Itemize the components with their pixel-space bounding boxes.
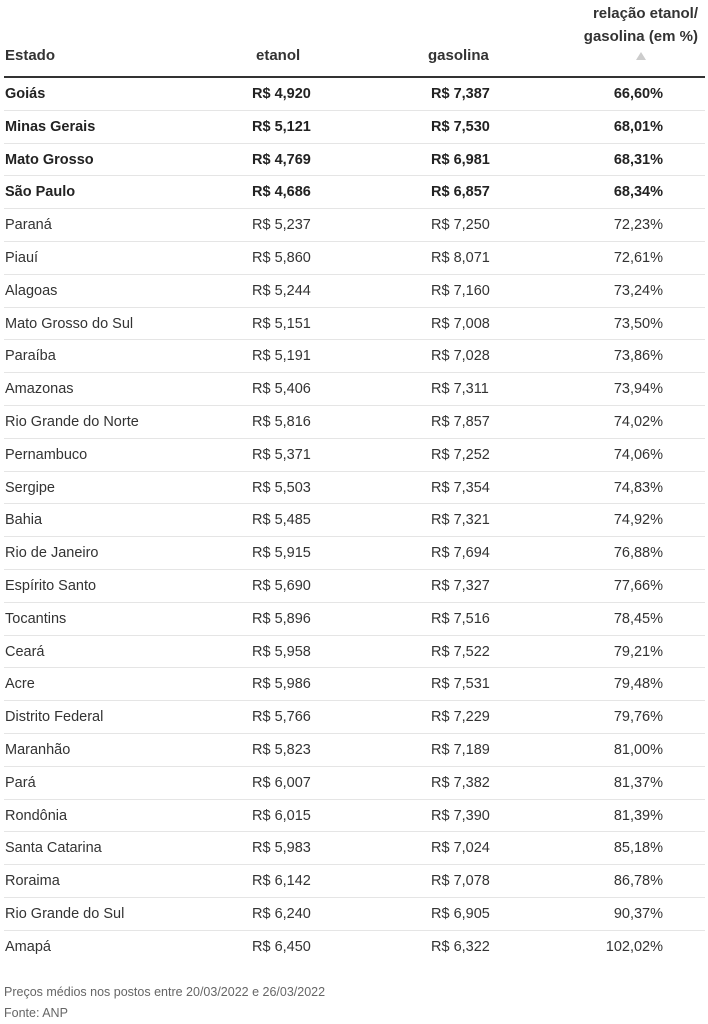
- cell-estado: Espírito Santo: [5, 577, 97, 594]
- column-header-relacao[interactable]: [584, 2, 698, 48]
- table-row: [4, 537, 705, 570]
- cell-relacao: 68,01%: [613, 118, 663, 135]
- cell-estado: Ceará: [5, 643, 45, 660]
- cell-relacao: 78,45%: [613, 610, 663, 627]
- table-row: [4, 439, 705, 472]
- cell-gasolina: R$ 7,189: [431, 741, 490, 758]
- cell-estado: Mato Grosso: [5, 151, 94, 168]
- cell-relacao: 74,83%: [613, 479, 663, 496]
- cell-estado: Amapá: [5, 938, 51, 955]
- cell-gasolina: R$ 7,522: [431, 643, 490, 660]
- cell-gasolina: R$ 7,024: [431, 840, 490, 857]
- cell-gasolina: R$ 7,354: [431, 479, 490, 496]
- cell-relacao: 74,92%: [613, 512, 663, 529]
- cell-gasolina: R$ 7,078: [431, 873, 490, 890]
- cell-estado: Mato Grosso do Sul: [5, 315, 134, 332]
- cell-relacao: 79,48%: [613, 676, 663, 693]
- cell-relacao: 81,37%: [613, 774, 663, 791]
- table-row: [4, 242, 705, 275]
- cell-gasolina: R$ 7,530: [431, 118, 490, 135]
- cell-estado: Piauí: [5, 249, 39, 266]
- cell-relacao: 73,86%: [613, 348, 663, 365]
- cell-gasolina: R$ 7,028: [431, 348, 490, 365]
- cell-etanol: R$ 5,151: [252, 315, 311, 332]
- cell-estado: Rio Grande do Norte: [5, 413, 139, 430]
- cell-etanol: R$ 5,244: [252, 282, 311, 299]
- table-row: [4, 176, 705, 209]
- cell-etanol: R$ 5,983: [252, 840, 311, 857]
- cell-gasolina: R$ 7,321: [431, 512, 490, 529]
- cell-estado: Pernambuco: [5, 446, 88, 463]
- cell-etanol: R$ 6,450: [252, 938, 311, 955]
- table-header: [4, 0, 705, 78]
- cell-gasolina: R$ 7,516: [431, 610, 490, 627]
- column-header-estado[interactable]: Estado: [5, 47, 56, 64]
- cell-estado: Paraná: [5, 217, 52, 234]
- cell-etanol: R$ 5,958: [252, 643, 311, 660]
- cell-relacao: 72,23%: [613, 217, 663, 234]
- cell-relacao: 81,00%: [613, 741, 663, 758]
- cell-estado: Distrito Federal: [5, 709, 104, 726]
- cell-gasolina: R$ 7,531: [431, 676, 490, 693]
- cell-gasolina: R$ 7,250: [431, 217, 490, 234]
- cell-relacao: 74,02%: [613, 413, 663, 430]
- cell-gasolina: R$ 7,390: [431, 807, 490, 824]
- table-row: [4, 636, 705, 669]
- cell-etanol: R$ 5,915: [252, 545, 311, 562]
- table-row: [4, 275, 705, 308]
- cell-relacao: 77,66%: [613, 577, 663, 594]
- table-body: [4, 78, 705, 964]
- cell-gasolina: R$ 6,905: [431, 905, 490, 922]
- cell-etanol: R$ 4,920: [252, 86, 311, 102]
- cell-estado: Santa Catarina: [5, 840, 102, 857]
- cell-etanol: R$ 5,896: [252, 610, 311, 627]
- cell-estado: Bahia: [5, 512, 43, 529]
- cell-gasolina: R$ 7,008: [431, 315, 490, 332]
- table-row: [4, 78, 705, 111]
- table-row: [4, 832, 705, 865]
- cell-etanol: R$ 5,860: [252, 249, 311, 266]
- cell-gasolina: R$ 7,160: [431, 282, 490, 299]
- cell-estado: Paraíba: [5, 348, 56, 365]
- table-row: [4, 603, 705, 636]
- cell-estado: Maranhão: [5, 741, 71, 758]
- cell-relacao: 102,02%: [605, 938, 663, 955]
- table-row: [4, 898, 705, 931]
- table-row: [4, 931, 705, 964]
- column-header-etanol[interactable]: etanol: [256, 47, 301, 64]
- cell-etanol: R$ 5,237: [252, 217, 311, 234]
- cell-gasolina: R$ 7,857: [431, 413, 490, 430]
- table-row: [4, 340, 705, 373]
- cell-relacao: 73,24%: [613, 282, 663, 299]
- cell-etanol: R$ 6,015: [252, 807, 311, 824]
- cell-gasolina: R$ 7,382: [431, 774, 490, 791]
- cell-estado: Tocantins: [5, 610, 67, 627]
- cell-etanol: R$ 5,191: [252, 348, 311, 365]
- table-row: [4, 865, 705, 898]
- cell-etanol: R$ 6,142: [252, 873, 311, 890]
- cell-estado: Acre: [5, 676, 35, 693]
- cell-etanol: R$ 6,007: [252, 774, 311, 791]
- cell-relacao: 85,18%: [613, 840, 663, 857]
- cell-gasolina: R$ 8,071: [431, 249, 490, 266]
- cell-gasolina: R$ 7,327: [431, 577, 490, 594]
- column-header-gasolina[interactable]: gasolina: [428, 47, 489, 64]
- cell-relacao: 81,39%: [613, 807, 663, 824]
- cell-estado: Minas Gerais: [5, 118, 96, 135]
- table-row: [4, 406, 705, 439]
- cell-estado: Amazonas: [5, 381, 74, 398]
- cell-etanol: R$ 5,816: [252, 413, 311, 430]
- cell-relacao: 79,76%: [613, 709, 663, 726]
- table-row: [4, 472, 705, 505]
- cell-etanol: R$ 5,986: [252, 676, 311, 693]
- cell-estado: Roraima: [5, 873, 60, 890]
- cell-estado: Rio de Janeiro: [5, 545, 99, 562]
- table-row: [4, 373, 705, 406]
- cell-relacao: 68,31%: [613, 151, 663, 168]
- cell-relacao: 90,37%: [613, 905, 663, 922]
- column-header-relacao-line2: gasolina (em %): [583, 28, 698, 45]
- table-row: [4, 209, 705, 242]
- table-row: [4, 767, 705, 800]
- cell-relacao: 72,61%: [613, 249, 663, 266]
- cell-estado: Goiás: [5, 86, 46, 102]
- cell-gasolina: R$ 7,387: [431, 86, 490, 102]
- table-row: [4, 668, 705, 701]
- source-note: Fonte: ANP: [4, 1006, 68, 1020]
- cell-etanol: R$ 5,121: [252, 118, 311, 135]
- table-row: [4, 144, 705, 177]
- cell-etanol: R$ 5,823: [252, 741, 311, 758]
- cell-etanol: R$ 5,371: [252, 446, 311, 463]
- cell-estado: Rio Grande do Sul: [5, 905, 125, 922]
- cell-estado: São Paulo: [5, 184, 76, 201]
- cell-gasolina: R$ 7,694: [431, 545, 490, 562]
- cell-relacao: 68,34%: [613, 184, 663, 201]
- cell-etanol: R$ 5,766: [252, 709, 311, 726]
- cell-etanol: R$ 4,686: [252, 184, 311, 201]
- cell-etanol: R$ 5,485: [252, 512, 311, 529]
- cell-etanol: R$ 4,769: [252, 151, 311, 168]
- cell-relacao: 86,78%: [613, 873, 663, 890]
- cell-gasolina: R$ 7,311: [431, 381, 489, 398]
- cell-relacao: 66,60%: [613, 86, 663, 102]
- cell-gasolina: R$ 7,229: [431, 709, 490, 726]
- cell-gasolina: R$ 6,322: [431, 938, 490, 955]
- column-header-relacao-line1: relação etanol/: [592, 5, 698, 22]
- cell-estado: Pará: [5, 774, 36, 791]
- cell-estado: Alagoas: [5, 282, 58, 299]
- cell-relacao: 73,50%: [613, 315, 663, 332]
- table-row: [4, 734, 705, 767]
- cell-etanol: R$ 5,503: [252, 479, 311, 496]
- cell-estado: Rondônia: [5, 807, 68, 824]
- table-row: [4, 111, 705, 144]
- cell-gasolina: R$ 7,252: [431, 446, 490, 463]
- sort-ascending-icon[interactable]: [636, 52, 646, 60]
- cell-estado: Sergipe: [5, 479, 55, 496]
- cell-etanol: R$ 5,406: [252, 381, 311, 398]
- table-row: [4, 570, 705, 603]
- cell-etanol: R$ 6,240: [252, 905, 311, 922]
- table-row: [4, 701, 705, 734]
- fuel-price-table: [4, 0, 705, 964]
- table-row: [4, 308, 705, 341]
- cell-relacao: 76,88%: [613, 545, 663, 562]
- cell-gasolina: R$ 6,981: [431, 151, 490, 168]
- table-notes: [4, 982, 325, 1024]
- cell-etanol: R$ 5,690: [252, 577, 311, 594]
- table-row: [4, 504, 705, 537]
- cell-relacao: 73,94%: [613, 381, 663, 398]
- period-note: Preços médios nos postos entre 20/03/2022 e 26/03/2022: [4, 985, 326, 999]
- cell-gasolina: R$ 6,857: [431, 184, 490, 201]
- table-row: [4, 800, 705, 833]
- cell-relacao: 79,21%: [613, 643, 663, 660]
- cell-relacao: 74,06%: [613, 446, 663, 463]
